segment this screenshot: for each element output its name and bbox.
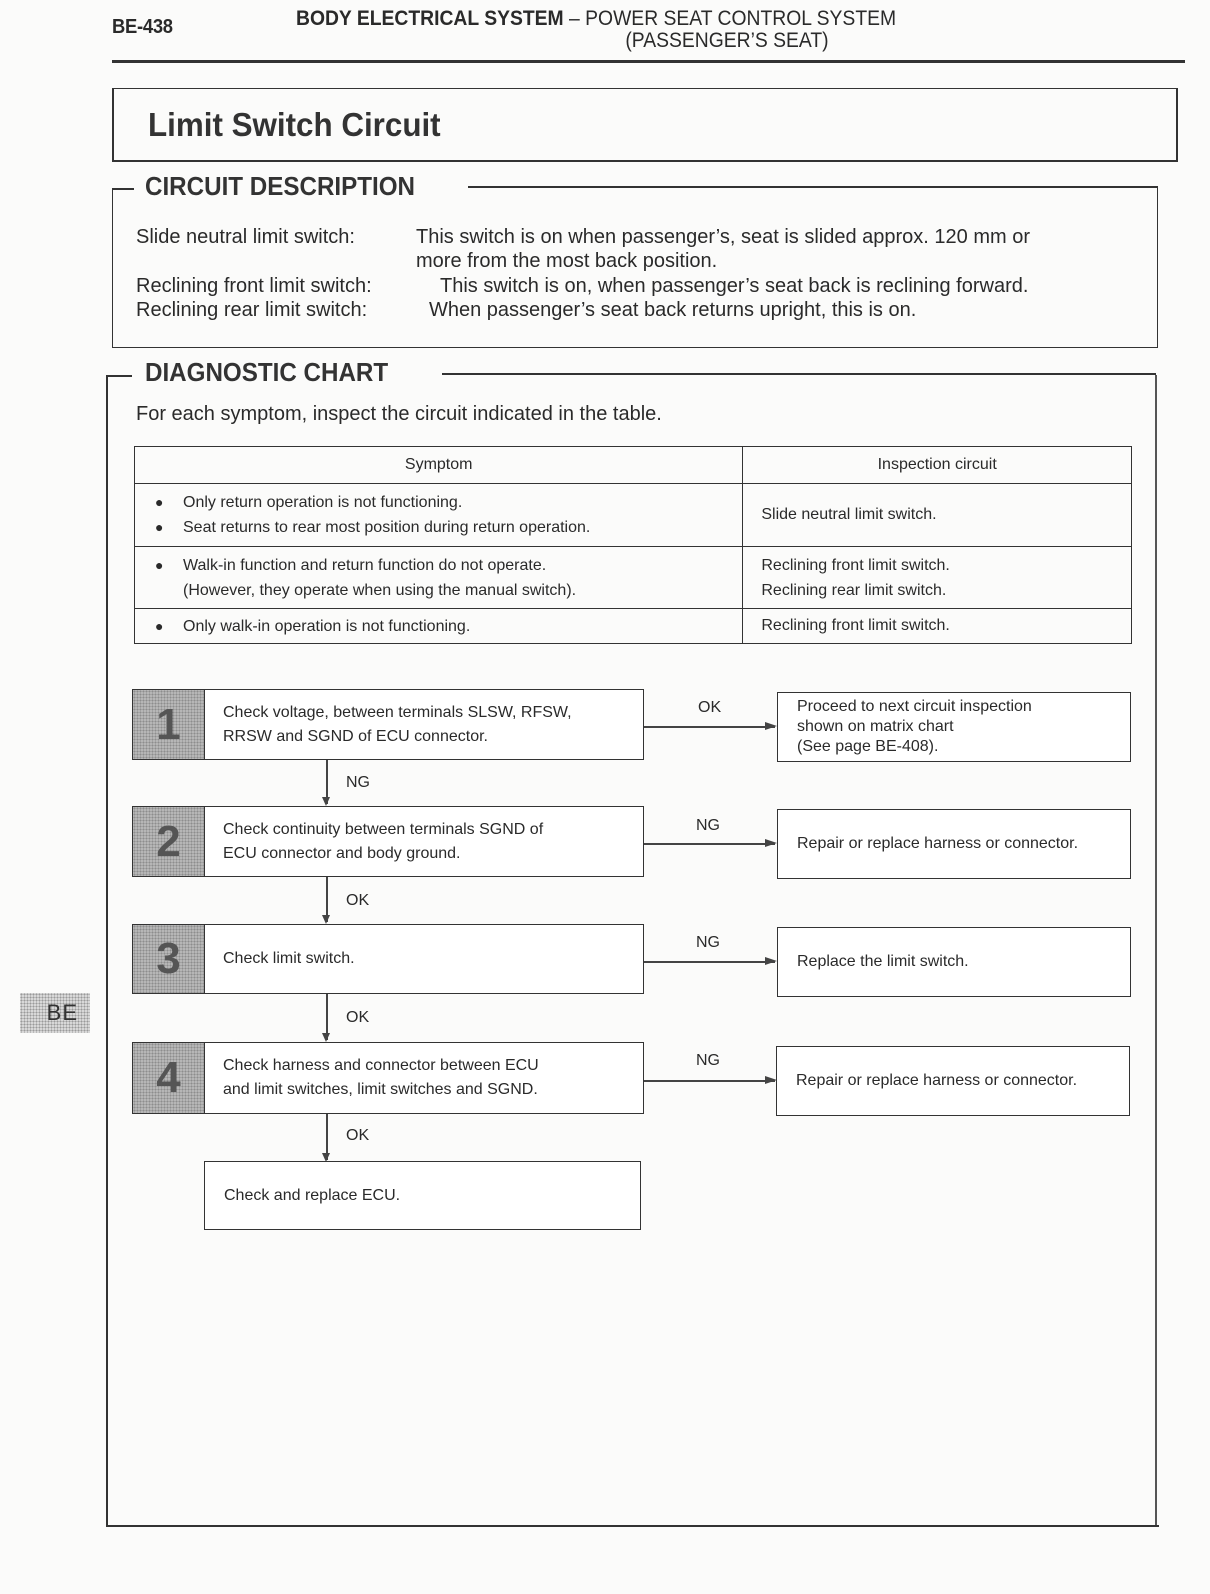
symptom-text: Seat returns to rear most position during return operation. — [183, 519, 591, 536]
step-text-line: Check continuity between terminals SGND of — [223, 820, 544, 838]
down-label-ng: NG — [346, 774, 370, 791]
column-header-inspection-circuit: Inspection circuit — [743, 447, 1132, 484]
diagnostic-intro: For each symptom, inspect the circuit indicated in the table. — [136, 403, 662, 425]
arrow-step1-ok — [644, 726, 775, 728]
arrow-step2-ng — [644, 843, 775, 845]
bullet-icon: ● — [155, 617, 164, 634]
flow-step-3 — [132, 924, 644, 994]
flow-step-1 — [132, 689, 644, 760]
desc-item-reclining-rear — [136, 298, 367, 322]
inspection-circuit-text: Slide neutral limit switch. — [761, 506, 937, 523]
arrow-step3-ng — [644, 961, 775, 963]
diagnostic-chart-heading: DIAGNOSTIC CHART — [145, 357, 389, 387]
diagnostic-chart-bottom-border — [106, 1525, 1159, 1527]
symptom-item — [155, 553, 742, 578]
final-step-text: Check and replace ECU. — [224, 1186, 401, 1204]
bullet-icon: ● — [155, 556, 164, 573]
arrow-step2-to-step3 — [326, 877, 328, 922]
inspection-circuit-cell — [743, 609, 1132, 644]
down-label-ok: OK — [346, 1009, 370, 1026]
symptom-item — [155, 490, 742, 515]
result-text-line: (See page BE-408). — [797, 738, 939, 755]
flow-result-4 — [776, 1046, 1130, 1116]
table-row — [135, 609, 1132, 644]
arrow-step4-ng — [644, 1080, 775, 1082]
branch-label-ng: NG — [696, 817, 720, 834]
step-text — [205, 807, 543, 876]
bullet-icon: ● — [155, 519, 164, 535]
desc-text-line: This switch is on, when passenger’s seat back is reclining forward. — [440, 275, 1029, 297]
page-title: Limit Switch Circuit — [148, 106, 441, 143]
table-row — [135, 484, 1132, 547]
flow-final-step — [204, 1161, 641, 1230]
arrow-step3-to-step4 — [326, 994, 328, 1040]
step-number-badge: 1 — [133, 690, 205, 759]
arrow-step1-to-step2 — [326, 760, 328, 804]
inspection-circuit-cell — [743, 484, 1132, 547]
desc-item-reclining-front — [136, 274, 372, 298]
result-text-line: Replace the limit switch. — [797, 953, 969, 970]
column-header-symptom: Symptom — [135, 447, 743, 484]
desc-item-slide-neutral — [136, 225, 355, 249]
table-row — [135, 547, 1132, 609]
flow-result-1 — [777, 692, 1131, 762]
step-text-line: and limit switches, limit switches and SGND. — [223, 1081, 538, 1098]
symptom-text: Only walk-in operation is not functioning. — [183, 617, 471, 635]
header-rule — [112, 60, 1185, 63]
circuit-description-heading: CIRCUIT DESCRIPTION — [145, 171, 416, 201]
step-text-line: Check voltage, between terminals SLSW, RFSW, — [223, 703, 572, 721]
step-text-line: Check limit switch. — [223, 950, 355, 967]
diagnostic-chart-rule-left — [106, 375, 132, 377]
step-number-badge: 4 — [133, 1043, 205, 1113]
branch-label-ng: NG — [696, 934, 720, 951]
symptom-text: Only return operation is not functioning. — [183, 494, 463, 511]
desc-label: Reclining rear limit switch: — [136, 299, 368, 321]
symptom-text: Walk-in function and return function do not operate. — [183, 556, 547, 574]
inspection-circuit-cell — [743, 547, 1132, 609]
diagnostic-chart-right-border — [1155, 375, 1157, 1526]
section-tab-be: BE — [20, 993, 90, 1033]
symptom-cell — [135, 609, 743, 644]
result-text-line: shown on matrix chart — [797, 718, 954, 735]
desc-label: Slide neutral limit switch: — [136, 226, 355, 248]
diagnostic-chart-rule-right — [442, 373, 1156, 375]
branch-label-ok: OK — [698, 699, 722, 716]
desc-text-line: This switch is on when passenger’s, seat is slided approx. 120 mm or — [416, 226, 1030, 248]
desc-text-line: more from the most back position. — [416, 250, 718, 272]
desc-label: Reclining front limit switch: — [136, 275, 372, 297]
step-text — [205, 1043, 539, 1113]
header-separator: – — [563, 7, 586, 30]
header-subsection: POWER SEAT CONTROL SYSTEM — [585, 7, 897, 30]
table-header-row — [135, 447, 1132, 484]
step-number-badge: 3 — [133, 925, 205, 993]
circuit-description-rule-right — [468, 186, 1158, 188]
symptom-table — [134, 446, 1132, 644]
result-text-line: Proceed to next circuit inspection — [797, 698, 1032, 715]
step-number-badge: 2 — [133, 807, 205, 876]
result-text-line: Repair or replace harness or connector. — [796, 1072, 1078, 1089]
symptom-cell — [135, 484, 743, 547]
circuit-description-rule-left — [112, 188, 134, 190]
page-number: BE-438 — [112, 16, 173, 38]
symptom-item — [155, 515, 742, 540]
step-text — [205, 690, 572, 759]
inspection-circuit-text: Reclining rear limit switch. — [761, 581, 947, 599]
desc-text-line: When passenger’s seat back returns upright, this is on. — [429, 299, 917, 321]
arrow-step4-to-final — [326, 1114, 328, 1160]
step-text-line: ECU connector and body ground. — [223, 844, 461, 862]
down-label-ok: OK — [346, 892, 370, 909]
down-label-ok: OK — [346, 1127, 370, 1144]
step-text-line: Check harness and connector between ECU — [223, 1057, 539, 1074]
branch-label-ng: NG — [696, 1052, 720, 1069]
step-text-line: RRSW and SGND of ECU connector. — [223, 727, 488, 745]
flow-result-2 — [777, 809, 1131, 879]
result-text-line: Repair or replace harness or connector. — [797, 835, 1079, 852]
header-subsection-line2: (PASSENGER’S SEAT) — [625, 29, 829, 52]
header-section: BODY ELECTRICAL SYSTEM — [296, 7, 564, 30]
symptom-cell — [135, 547, 743, 609]
desc-text-reclining-rear — [429, 298, 916, 322]
step-text — [205, 925, 355, 993]
flow-step-4 — [132, 1042, 644, 1114]
desc-text-reclining-front — [440, 274, 1028, 298]
desc-text-slide-neutral — [416, 225, 1030, 273]
flow-step-2 — [132, 806, 644, 877]
inspection-circuit-text: Reclining front limit switch. — [761, 617, 950, 634]
symptom-item — [155, 614, 742, 639]
diagnostic-chart-left-border — [106, 375, 108, 1526]
bullet-icon: ● — [155, 494, 164, 510]
inspection-circuit-text: Reclining front limit switch. — [761, 556, 950, 574]
symptom-text: (However, they operate when using the manual switch). — [183, 581, 577, 599]
flow-result-3 — [777, 927, 1131, 997]
page-header-title — [296, 8, 940, 52]
